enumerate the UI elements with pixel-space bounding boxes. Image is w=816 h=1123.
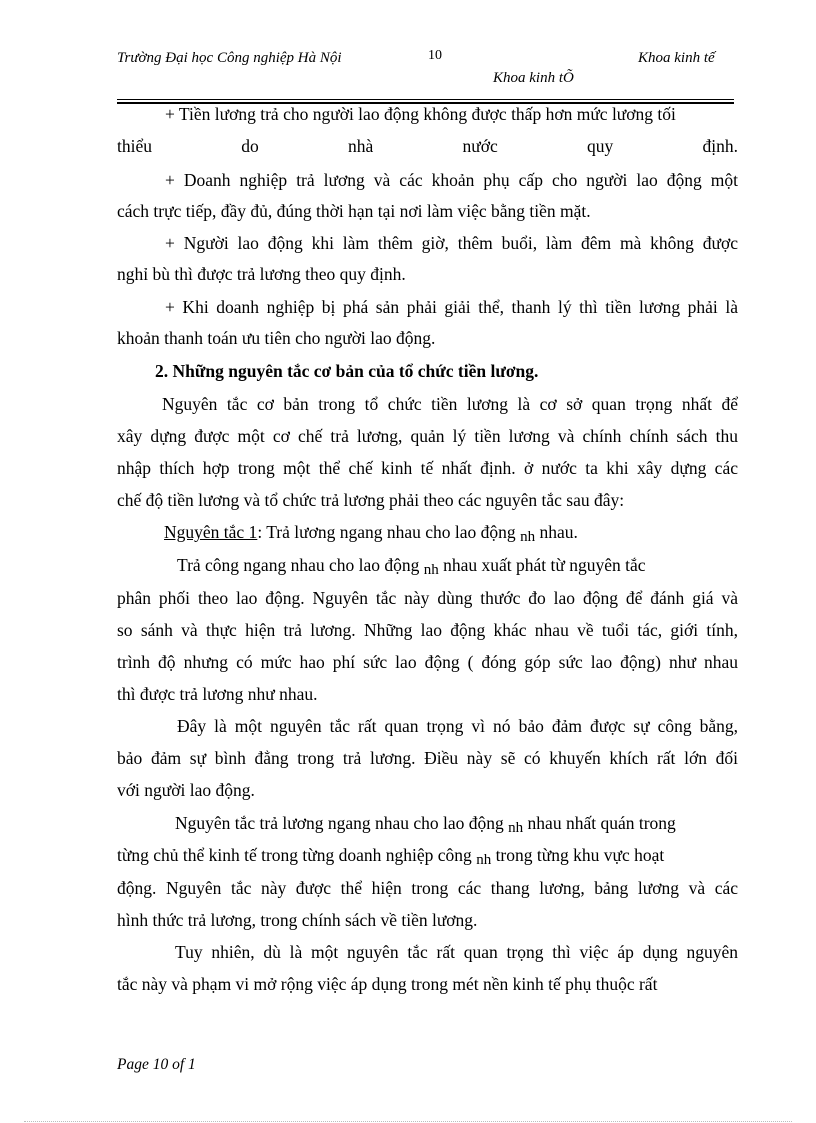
subscript-fragment: nh	[508, 820, 524, 836]
subscript-fragment: nh	[423, 562, 439, 578]
word: định.	[702, 136, 738, 156]
text-line: trình độ nhưng có mức hao phí sức lao động ( đóng góp sức lao động) như nhau	[117, 652, 738, 672]
header-school-name: Trường Đại học Công nghiệp Hà Nội	[117, 50, 342, 66]
text-line: Nguyên tắc cơ bản trong tổ chức tiền lương là cơ sở quan trọng nhất để	[162, 394, 738, 414]
text-span: từng chủ thể kinh tế trong từng doanh nghiệp công	[117, 845, 477, 865]
text-line: + Người lao động khi làm thêm giờ, thêm buổi, làm đêm mà không được	[165, 233, 738, 253]
header-faculty: Khoa kinh tế	[638, 50, 715, 66]
text-line: xây dựng được một cơ chế trả lương, quản lý tiền lương và chính chính sách thu	[117, 426, 738, 446]
text-line	[177, 555, 738, 577]
text-line: Tuy nhiên, dù là một nguyên tắc rất quan trọng thì việc áp dụng nguyên	[175, 942, 738, 962]
word: thiểu	[117, 136, 152, 156]
text-span: Trả công ngang nhau cho lao động	[177, 555, 424, 575]
text-span: Nguyên tắc trả lương ngang nhau cho lao động	[175, 813, 509, 833]
subscript-fragment: nh	[520, 529, 536, 545]
text-span: nhau.	[535, 522, 578, 542]
text-line: + Doanh nghiệp trả lương và các khoản phụ cấp cho người lao động một	[165, 170, 738, 190]
text-line: với người lao động.	[117, 780, 255, 800]
text-line: + Khi doanh nghiệp bị phá sản phải giải thể, thanh lý thì tiền lương phải là	[165, 297, 738, 317]
text-line	[117, 845, 738, 867]
text-line: thì được trả lương như nhau.	[117, 684, 318, 704]
text-line: chế độ tiền lương và tổ chức trả lương phải theo các nguyên tắc sau đây:	[117, 490, 625, 510]
principle-label: Nguyên tắc 1	[164, 522, 258, 542]
text-line: so sánh và thực hiện trả lương. Những lao động khác nhau về tuổi tác, giới tính,	[117, 620, 738, 640]
text-line: cách trực tiếp, đầy đủ, đúng thời hạn tại nơi làm việc bằng tiền mặt.	[117, 201, 591, 221]
section-heading: 2. Những nguyên tắc cơ bản của tổ chức tiền lương.	[155, 361, 539, 381]
header-rule-thin	[117, 99, 734, 100]
text-line: Đây là một nguyên tắc rất quan trọng vì nó bảo đảm được sự công bằng,	[177, 716, 738, 736]
text-line: khoản thanh toán ưu tiên cho người lao động.	[117, 328, 436, 348]
text-line: phân phối theo lao động. Nguyên tắc này dùng thước đo lao động để đánh giá và	[117, 588, 738, 608]
text-line: bảo đảm sự bình đẳng trong trả lương. Điều này sẽ có khuyến khích rất lớn đối	[117, 748, 738, 768]
text-line: nhập thích hợp trong một thể chế kinh tế nhất định. ở nước ta khi xây dựng các	[117, 458, 738, 478]
word: quy	[586, 136, 614, 156]
word: nước	[462, 136, 498, 156]
text-span: nhau xuất phát từ nguyên tắc	[438, 555, 646, 575]
word: nhà	[347, 136, 374, 156]
header-page-number: 10	[428, 48, 442, 63]
word: do	[241, 136, 259, 156]
header-faculty-garbled: Khoa kinh tÕ	[493, 70, 574, 86]
footer-page-label: Page 10 of 1	[117, 1056, 196, 1073]
text-span: : Trả lương ngang nhau cho lao động	[257, 522, 521, 542]
text-line: động. Nguyên tắc này được thể hiện trong các thang lương, bảng lương và các	[117, 878, 738, 898]
text-line	[175, 813, 738, 835]
subscript-fragment: nh	[476, 852, 492, 868]
text-line: + Tiền lương trả cho người lao động không được thấp hơn mức lương tối	[165, 104, 676, 124]
text-line	[117, 136, 738, 156]
text-span: nhau nhất quán trong	[523, 813, 676, 833]
text-span: trong từng khu vực hoạt	[491, 845, 665, 865]
text-line: tắc này và phạm vi mở rộng việc áp dụng trong mét nền kinh tế phụ thuộc rất	[117, 974, 658, 994]
text-line: hình thức trả lương, trong chính sách về tiền lương.	[117, 910, 478, 930]
page-bottom-divider	[24, 1121, 792, 1122]
text-line	[164, 522, 738, 544]
text-line: nghỉ bù thì được trả lương theo quy định.	[117, 264, 406, 284]
